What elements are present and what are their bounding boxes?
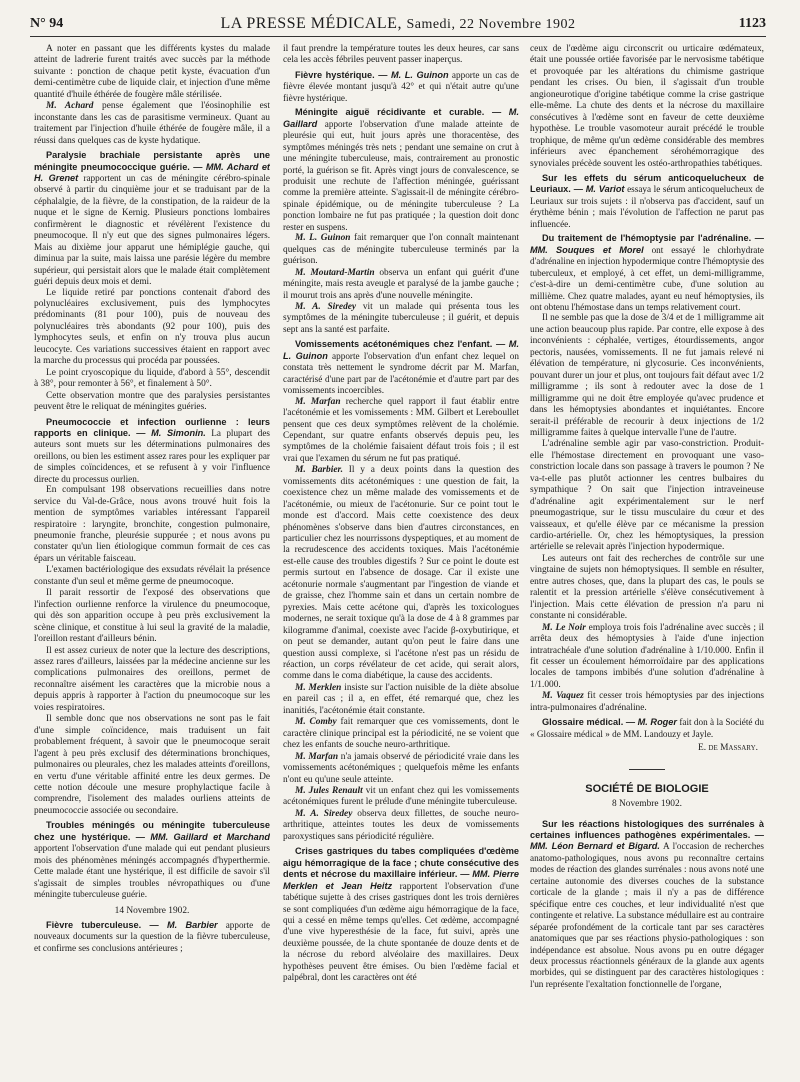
author: M. A. Siredey bbox=[295, 808, 353, 819]
text: A l'occasion de recherches anatomo-pathologiques, nous avons pu reconnaître certains modes de réaction des glandes surrénales : nous avons noté une certaine autonomie des diverses couches de la substance corticale de la glande ; mais il n'y a pas de différence spécifique entre ces couches, et leur individualité n'est que contingente et relative. La substance médullaire est au contraire séparée profondément de la corticale tant par ses caractères anatomiques que par ses réactions physio-pathologiques : son indépendance est absolue. Nous avons pu en outre dégager deux processus réactionnels généraux de la glande aux agents morbides, qui se distinguent par des caractères histologiques : l'un représente l'exaltation fonctionnelle de l'organe, bbox=[530, 841, 764, 989]
paragraph: Il est assez curieux de noter que la lecture des descriptions, assez rares d'ailleurs, laissées par la médecine ancienne sur les complications pulmonaires des oreillons, permet de reconnaître aisément les caractères que la microbie nous a depuis appris à rapporter à l'action du pneumocoque sur les voies respiratoires. bbox=[34, 645, 270, 713]
text: vit un enfant chez qui les vomissements acétonémiques furent le prélude d'une méningite tuberculeuse. bbox=[283, 786, 519, 808]
section-heading bbox=[34, 920, 270, 954]
paragraph bbox=[283, 717, 519, 751]
section-heading bbox=[283, 339, 519, 396]
page-header bbox=[30, 14, 766, 37]
signature: E. de Massary. bbox=[697, 743, 758, 754]
section-heading bbox=[283, 107, 519, 233]
text: employa trois fois l'adrénaline avec succès ; il arrêta deux des hémoptysies à l'aide d'une injection intratrachéale d'une solution d'adrénaline à 1/10.000. Enfin il fit cesser un écoulement hémorroïdaire par des applications locales de tampons imbibés d'une solution d'adrénaline à 1/1.000. bbox=[530, 622, 764, 690]
text: n'a jamais observé de périodicité vraie dans les vomissements acétonémiques ; quelquefois même les enfants n'ont eu qu'une seule atteinte. bbox=[283, 751, 519, 785]
text: vit un malade qui présenta tous les symptômes de la méningite tuberculeuse ; il guérit, et depuis sept ans la santé est parfaite. bbox=[283, 301, 519, 335]
author: — M. L. Guinon bbox=[374, 69, 449, 80]
column-2 bbox=[283, 44, 519, 1074]
paragraph: L'examen bactériologique des exsudats révélait la présence constante d'un seul et même germe de pneumocoque. bbox=[34, 565, 270, 587]
author: — M. L. Guinon bbox=[283, 339, 519, 361]
text: insiste sur l'action nuisible de la diète absolue en pareil cas ; il a, en effet, été remarqué que, chez les inanitiés, l'acétonémie était constante. bbox=[283, 682, 519, 716]
heading-title: Fièvre tuberculeuse. bbox=[46, 919, 142, 930]
text: observa un enfant qui guérit d'une méningite, mais resta aveugle et paralysé de la jambe gauche ; il mourut trois ans après d'une nouvelle méningite. bbox=[283, 267, 519, 301]
paragraph: En compulsant 198 observations recueillies dans notre service du Val-de-Grâce, nous avons trouvé huit fois la mention de symptômes variables intéressant l'appareil respiratoire : laryngite, bronchite, congestion pulmonaire, pneumonie franche, pleurésie suppurée ; et nous avons pu constater qu'un lien étiologique commun formait de ces cas épars un véritable faisceau. bbox=[34, 485, 270, 564]
section-heading bbox=[283, 70, 519, 104]
society-date: 8 Novembre 1902. bbox=[611, 799, 683, 810]
heading-title: Fièvre hystérique. bbox=[295, 69, 375, 80]
section-heading bbox=[34, 820, 270, 900]
paragraph bbox=[283, 302, 519, 336]
paragraph bbox=[530, 623, 764, 692]
author: M. L. Guinon bbox=[295, 233, 351, 244]
section-divider bbox=[629, 769, 665, 770]
text: rapportent l'observation d'une tabétique sujette à des crises gastriques dont les trois dernières se sont compliquées d'un œdème aigu hémorragique de la face, qui a cessé en même temps qu'elles. Cet œdème, accompagné d'une vive hyperesthésie de la face, fut suivi, après une deuxième poussée, de la chute spontanée de douze dents et de la nécrose du rebord alvéolaire des maxillaires. Deux hypothèses peuvent être émises. Ou bien l'œdème facial et palpébral, dont les caractères ont été bbox=[283, 880, 519, 983]
author: M. Merklen bbox=[295, 682, 342, 693]
author: — MM. Gaillard et Marchand bbox=[130, 831, 270, 842]
section-heading bbox=[283, 846, 519, 983]
section-heading bbox=[530, 717, 764, 740]
author: — M. Roger bbox=[623, 717, 677, 728]
text: ont essayé le chlorhydrate d'adrénaline en injection hypodermique contre l'hémoptysie des tuberculeux, et employé, à cet effet, un demi-milligramme, c'est-à-dire un demi-centimètre cube, d'une solution au millième. Chez quatre malades, ayant eu neuf hémoptysies, ils ont obtenu l'hémostase dans un temps relativement court. bbox=[530, 244, 764, 312]
paragraph: il faut prendre la température toutes les deux heures, car sans cela les accès fébriles peuvent passer inaperçus. bbox=[283, 44, 519, 66]
text: apporte l'observation d'une malade atteinte de pleurésie qui eut, huit jours après une thoracentèse, des symptômes méningés très nets ; pendant une semaine on crut à une méningite tuberculeuse, mais, contrairement au pronostic porté, la guérison se fit. Après vingt jours de convalescence, se produisit une rechute de l'affection méningée, guérissant comme la première atteinte. S'agissait-il de méningite cérébro-spinale épidémique, ou de méningite tuberculeuse ? La ponction lombaire ne fut pas pratiquée ; la question doit donc rester en suspens. bbox=[283, 118, 519, 232]
heading-title: Sur les effets du sérum anticoqueluchеux de Leuriaux. bbox=[530, 172, 764, 195]
text: Il y a deux points dans la question des vomissements dits acétonémiques : une question de fait, la coexistence chez un même malade des vomissements et de l'acétonémie, ou mieux de l'acétonurie. Sur ce point tout le monde est d'accord. Mais cette coexistence des deux phénomènes s'observe dans bien d'autres circonstances, en particulier chez les nourrissons dyspeptiques, et au moment de la recrudescence des accidents toxiques. Mais l'acétonémie est-elle cause des troubles digestifs ? Sur ce point le doute est permis surtout en l'absence de dosage. Car il existe une acétonurie normale s'augmentant par l'ingestion de viande et de graisse, chez l'homme sain et dans un certain nombre de pyrexies. Mais cette acétone qui, d'après les toxicologues modernes, ne serait toxique qu'à la dose de 4 à 8 grammes par kilogramme d'animal, coexiste avec l'acide β-oxybutirique, et on peut se demander, autant qu'on peut le faire dans une question aussi complexe, si l'acétone n'est pas un résidu de réaction, un corps révélateur de cet acide, qui serait alors, comme dans le coma diabétique, la cause des accidents. bbox=[283, 465, 519, 682]
section-heading bbox=[34, 417, 270, 486]
author: M. Marfan bbox=[295, 751, 339, 762]
text: recherche quel rapport il faut établir entre l'acétonémie et les vomissements : MM. Gilbert et Lereboullet pensent que ces deux symptômes relèvent de la cholémie. Cependant, sur quatre enfants observés depuis peu, les symptômes de la cholémie faisaient défaut trois fois ; il est vrai que l'examen du sérum ne fut pas pratiqué. bbox=[283, 396, 519, 464]
author: M. Le Noir bbox=[542, 622, 586, 633]
heading-title: Vomissements acétonémiques chez l'enfant. bbox=[295, 339, 493, 350]
paragraph bbox=[283, 268, 519, 302]
section-heading bbox=[530, 233, 764, 313]
author: M. Comby bbox=[295, 717, 337, 728]
author: M. Vaquez bbox=[542, 691, 584, 702]
paragraph bbox=[283, 786, 519, 809]
paragraph: Le point cryoscopique du liquide, d'abord à 55°, descendit à 38°, pour remonter à 56°, et finalement à 50°. bbox=[34, 367, 270, 390]
paragraph bbox=[283, 752, 519, 786]
column-1 bbox=[34, 44, 270, 1074]
text: rapportent un cas de méningite cérébro-spinale observé à partir du cinquième jour et se traduisant par de la céphalalgie, de la fièvre, de la constipation, de la raideur de la nuque et le signe de Kernig. Plusieurs ponctions lombaires confirmèrent le diagnostic et révélèrent l'existence du pneumocoque. Il n'y eut que des signes pulmonaires légers. Mais au dixième jour apparut une hémiplégie gauche, qui diminua par la suite, mais laissa une parésie légère du membre supérieur, qui persistait alors que le malade était complètement guéri depuis deux mois et demi. bbox=[34, 172, 270, 287]
journal-title bbox=[30, 15, 766, 33]
text: observa deux fillettes, de souche neuro-arthritique, atteintes toutes les deux de vomissements paroxystiques sans périodicité régulière. bbox=[283, 808, 519, 842]
heading-title: Du traitement de l'hémoptysie par l'adrénaline. bbox=[542, 233, 752, 244]
column-3 bbox=[530, 44, 764, 1074]
paragraph: Cette observation montre que des paralysies persistantes peuvent être le reliquat de méningites guéries. bbox=[34, 390, 270, 413]
paragraph: Le liquide retiré par ponctions contenait d'abord des polynucléaires exclusivement, puis des lymphocytes prédominants (81 pour 100), puis de nouveau des polynucléaires très abondants (92 pour 100), puis des lymphocytes seuls, et enfin on n'y trouva plus aucun leucocyte. Ces variations successives étaient en rapport avec la marche du processus qui procéda par poussées. bbox=[34, 287, 270, 367]
author: — M. Variot bbox=[570, 184, 625, 195]
text: fait don à la Société du « Glossaire médical » de MM. Landouzy et Jayle. bbox=[530, 717, 764, 739]
text: apporte un cas de fièvre élevée montant jusqu'à 42° et qui n'était autre qu'une fièvre hystérique. bbox=[283, 69, 519, 103]
heading-title: Troubles méningés ou méningite tuberculeuse chez une hystérique. bbox=[34, 820, 270, 842]
author: — MM. Pierre Merklen et Jean Heitz bbox=[283, 869, 519, 891]
text: pense également que l'éosinophilie est inconstante dans les cas de parasitisme vermineux. Quant au traitement par l'injection d'huile éthérée de fougère mâle, il a réussi dans quelques cas de kyste hydatique. bbox=[34, 101, 270, 146]
society-title: SOCIÉTÉ DE BIOLOGIE bbox=[585, 782, 709, 795]
section-heading bbox=[530, 819, 764, 991]
author: M. Moutard-Martin bbox=[295, 267, 375, 278]
heading-title: Crises gastriques du tabes compliquées d'œdème aigu hémorragique de la face ; chute consécutive des dents et nécrose du maxillaire inférieur. bbox=[283, 846, 519, 880]
paragraph bbox=[283, 809, 519, 843]
text: fait remarquer que l'on connaît maintenant quelques cas de méningite tuberculeuse terminés par la guérison. bbox=[283, 233, 519, 267]
heading-title: Sur les réactions histologiques des surrénales à certaines influences pathogènes expérimentales. bbox=[530, 818, 764, 840]
paragraph bbox=[283, 465, 519, 683]
author: M. A. Siredey bbox=[295, 301, 357, 312]
issue-number: N° 94 bbox=[30, 16, 64, 31]
author: — MM. Léon Bernard et Bigard. bbox=[530, 830, 764, 852]
author: — MM. Souques et Morel bbox=[530, 233, 764, 255]
text: apportent l'observation d'une malade qui eut pendant plusieurs mois des phénomènes méningés accompagnés d'hyperthermie. Cette malade étant une hystérique, il est difficile de savoir s'il s'agissait de simples troubles névropathiques ou d'une méningite tuberculeuse guérie. bbox=[34, 843, 270, 900]
text: apporte l'observation d'un enfant chez lequel on constata très nettement le syndrome décrit par M. Marfan, caractérisé d'une part par de l'acétonémie et d'autre part par des vomissements incoercibles. bbox=[283, 350, 519, 396]
author: — M. Barbier bbox=[141, 919, 218, 930]
text: fait remarquer que ces vomissements, dont le caractère clinique principal est la périodicité, ne se voient que chez les enfants de souche neuro-arthritique. bbox=[283, 717, 519, 751]
issue-date: Samedi, 22 Novembre 1902 bbox=[406, 17, 576, 32]
journal-name: LA PRESSE MÉDICALE, bbox=[220, 15, 402, 32]
section-heading bbox=[530, 173, 764, 230]
paragraph bbox=[283, 233, 519, 267]
text: apporte de nouveaux documents sur la question de la fièvre tuberculeuse, et confirme ses conclusions antérieures ; bbox=[34, 919, 270, 953]
text: La plupart des auteurs sont muets sur les déterminations pulmonaires des oreillons, ou bien les estiment assez rares pour les expliquer par de simples coïncidences, et se refusent à y voir l'influence directe du processus ourlien. bbox=[34, 427, 270, 484]
paragraph bbox=[34, 101, 270, 147]
heading-title: Paralysie brachiale persistante après une méningite pneumococcique guérie. bbox=[34, 150, 270, 172]
text: fit cesser trois hémoptysies par des injections intra-pulmonaires d'adrénaline. bbox=[530, 691, 764, 713]
paragraph: Il parait ressortir de l'exposé des observations que l'infection ourlienne renforce la virulence du pneumocoque, qui dès son apparition occupe à peu près exclusivement la scène clinique, et constitue à lui seul la gravité de la maladie, l'oreillon restant d'ailleurs bénin. bbox=[34, 588, 270, 645]
page-number: 1123 bbox=[738, 16, 766, 31]
paragraph: ceux de l'œdème aigu circonscrit ou urticaire œdémateux, était une poussée ortiée favorisée par le nervosisme tabétique et provoquée par les altérations du chimisme gastrique pendant les crises. Ou bien, il s'agissait d'un trouble angioneurotique d'origine tabétique comme la crise gastrique elle-même. La chute des dents et la nécrose du maxillaire consécutives à l'œdème sont en faveur de cette deuxième hypothèse. Le trouble vasomoteur aurait précédé le trouble trophique, de même qu'un œdème considérable des membres inférieurs avec épanchement sérohémorragique des synoviales précède souvent les ostéo-arthropathies tabétiques. bbox=[530, 44, 764, 169]
heading-title: Glossaire médical. bbox=[542, 717, 624, 728]
paragraph: Il semble donc que nos observations ne sont pas le fait d'une simple coïncidence, mais traduisent un fait probablement fréquent, à savoir que le pneumocoque serait l'agent à peu près exclusif des déterminations bronchiques, pulmonaires ou pleurales, chez les malades atteints d'oreillons, en vertu d'une véritable affinité entre les deux germes. De cette notion découle une mesure prophylactique facile à comprendre, l'isolement des malades ourliens atteints de pneumococcie associée ou secondaire. bbox=[34, 714, 270, 816]
author: M. Marfan bbox=[295, 396, 341, 407]
session-date: 14 Novembre 1902. bbox=[114, 905, 190, 916]
text: essaya le sérum anticoquelucheux de Leuriaux sur trois sujets : il n'observa pas d'accident, sauf un érythème bénin ; mais l'évolution de l'affection ne parut pas influencée. bbox=[530, 184, 764, 229]
author: M. Achard bbox=[46, 101, 94, 112]
author: M. Barbier. bbox=[295, 465, 343, 476]
paragraph: L'adrénaline semble agir par vaso-constriction. Produit-elle l'hémostase directement en provoquant une vaso-constriction locale dans son passage à travers le poumon ? Ne va-t-elle pas plutôt actionner les centres bulbaires du sympathique ? On sait que l'injection intraveineuse d'adrénaline agit expérimentalement sur le nerf pneumogastrique, sur le tissu musculaire du cœur et des vaisseaux, et qu'elle élève par ce mécanisme la pression cardio-artérielle. Or, chez les hémoptysiques, la pression artérielle se relevait après l'injection hypodermique. bbox=[530, 439, 764, 553]
author: — M. Gaillard bbox=[283, 107, 519, 129]
heading-title: Pneumococcie et infection ourlienne : leurs rapports en clinique. bbox=[34, 416, 270, 438]
paragraph: Il ne semble pas que la dose de 3/4 et de 1 milligramme ait une action beaucoup plus rapide. Par contre, elle expose à des inconvénients : céphalée, vertiges, étourdissements, angor pectoris, nausées, vomissements. Il ne fut jamais relevé ni élévation de température, ni glycosurie. Ces inconvénients, pouvant durer un jour et plus, ont toujours fait défaut avec 1/2 milligramme ; ils sont à redouter avec la dose de 1 milligramme qui ne doit être employée qu'avec prudence et dans les hémoptysies abondantes et inquiétantes. Encore serait-il préférable de recourir à deux injections de 1/2 milligramme faites à quelque intervalle l'une de l'autre. bbox=[530, 313, 764, 438]
paragraph bbox=[283, 683, 519, 717]
section-heading bbox=[34, 150, 270, 287]
author: — M. Simonin. bbox=[130, 427, 206, 438]
paragraph bbox=[530, 691, 764, 714]
author: M. Jules Renault bbox=[295, 786, 363, 796]
paragraph: Les auteurs ont fait des recherches de contrôle sur une vingtaine de sujets non hémoptysiques. Il semble en résulter, entre autres choses, que, dans la plupart des cas, le pouls se ralentit et la pression artérielle s'élève consécutivement à l'injection. Mais cette élévation de pression n'a paru ni constante ni considérable. bbox=[530, 553, 764, 622]
author: — MM. Achard et H. Grenet bbox=[34, 161, 270, 183]
paragraph bbox=[283, 397, 519, 466]
paragraph: A noter en passant que les différents kystes du malade atteint de ladrerie furent traités avec succès par la méthode suivante : ponction de chaque petit kyste, évacuation d'un demi-centimètre cube de liquide clair, et injection d'une même quantité d'huile éthérée de fougère mâle stérilisée. bbox=[34, 44, 270, 100]
heading-title: Méningite aiguë récidivante et curable. bbox=[295, 107, 485, 118]
